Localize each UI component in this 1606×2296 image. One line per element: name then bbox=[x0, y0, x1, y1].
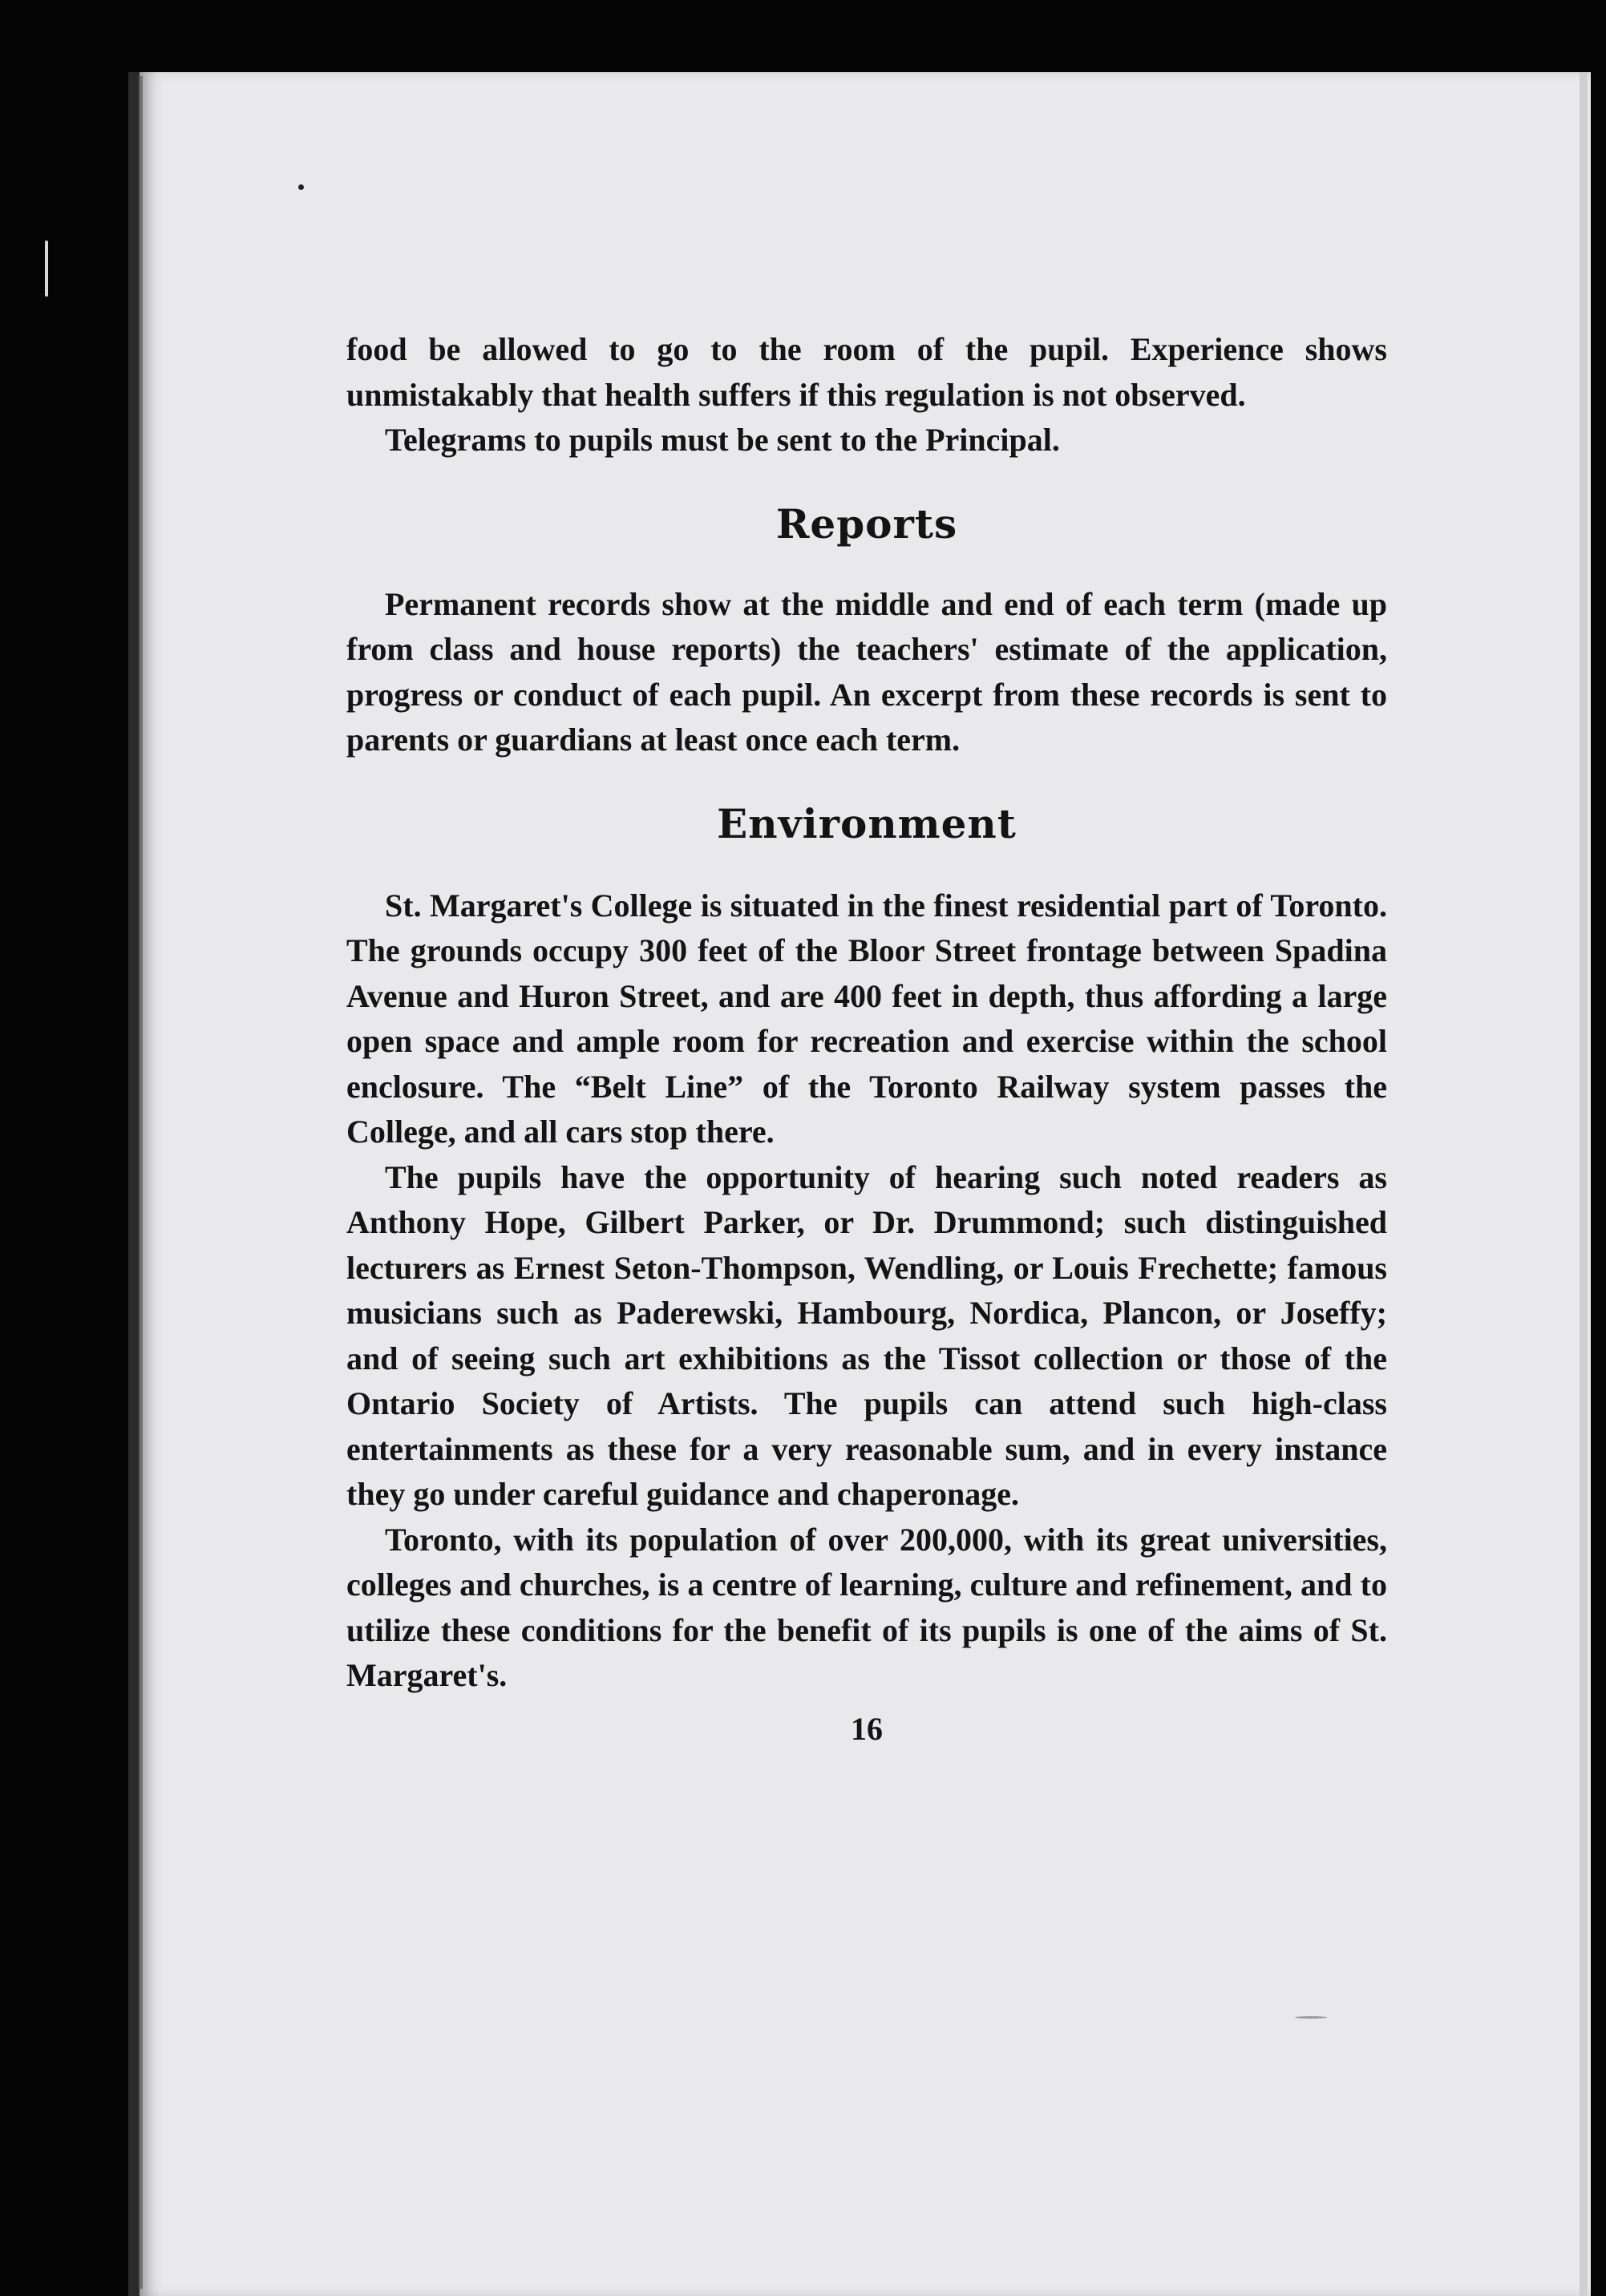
paragraph-location: St. Margaret's College is situated in the finest residential part of Toronto. The grounds occupy 300 feet of the Bloor Street frontage between Spadina Avenue and Huron Street, and are 400 feet in depth, thus affording a large open space and ample room for recreation and exercise within the school enclosure. The “Belt Line” of the Toronto Railway system passes the College, and all cars stop there. bbox=[346, 887, 1387, 1150]
scan-speck bbox=[45, 241, 48, 297]
paragraph-toronto: Toronto, with its population of over 200,000, with its great universities, colleges and churches, is a centre of learning, culture and refinement, and to utilize these conditions for the benefit of its pupils is one of the aims of St. Margaret's. bbox=[346, 1521, 1387, 1693]
paragraph-food: food be allowed to go to the room of the pupil. Experience shows unmistakably that health suffers if this regulation is not observed. bbox=[346, 331, 1387, 413]
page-right-edge bbox=[1580, 72, 1588, 2296]
paragraph-reports: Permanent records show at the middle and end of each term (made up from class and house reports) the teachers' estimate of the application, progress or conduct of each pupil. An excerpt from these records is sent to parents or guardians at least once each term. bbox=[346, 585, 1387, 758]
heading-reports: Reports bbox=[775, 499, 958, 548]
scan-speck bbox=[298, 184, 304, 190]
paragraph-telegrams: Telegrams to pupils must be sent to the Principal. bbox=[385, 422, 1060, 458]
heading-environment: Environment bbox=[717, 799, 1017, 847]
page-binding-shadow bbox=[138, 76, 143, 2289]
paragraph-opportunities: The pupils have the opportunity of hearing such noted readers as Anthony Hope, Gilbert Parker, or Dr. Drummond; such distinguished lecturers as Ernest Seton-Thompson, Wendling, or Louis Frechette; famous musicians such as Paderewski, Hambourg, Nordica, Plancon, or Joseffy; and of seeing such art exhibitions as the Tissot collection or those of the Ontario Society of Artists. The pupils can attend such high-class entertainments as these for a very reasonable sum, and in every instance they go under careful guidance and chaperonage. bbox=[346, 1158, 1387, 1512]
scan-speck bbox=[1295, 2016, 1327, 2019]
page-text bbox=[346, 327, 1387, 1752]
page-number: 16 bbox=[851, 1710, 883, 1747]
